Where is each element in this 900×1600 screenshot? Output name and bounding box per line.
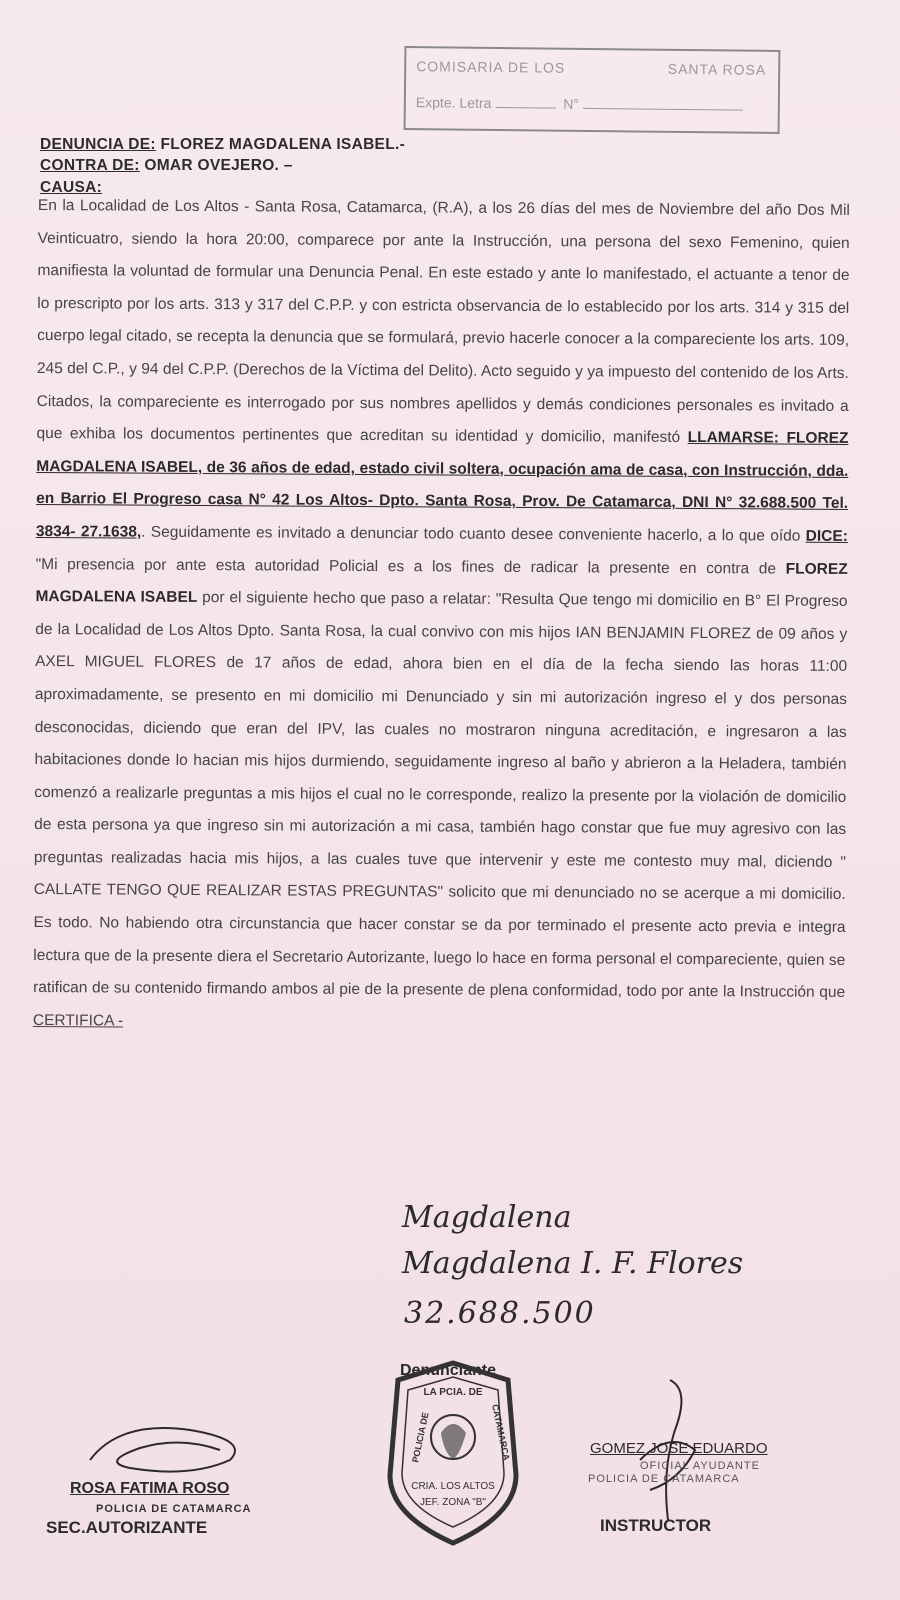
denunciante-dni-handwritten: 32.688.500 <box>404 1296 596 1331</box>
instructor-role: INSTRUCTOR <box>600 1516 712 1535</box>
contra-de-value: OMAR OVEJERO. – <box>144 157 293 174</box>
instructor-rank: OFICIAL AYUDANTE <box>640 1460 760 1472</box>
contra-de-label: CONTRA DE: <box>40 157 140 174</box>
seal-right-text: CATAMARCA <box>490 1403 512 1462</box>
certifica-text: CERTIFICA - <box>32 1011 124 1030</box>
causa-label: CAUSA: <box>40 179 103 196</box>
body-paragraph <box>33 190 850 1042</box>
denuncia-de-label: DENUNCIA DE: <box>40 136 156 153</box>
denunciante-signature-2: Magdalena I. F. Flores <box>402 1246 744 1281</box>
denuncia-de-value: FLOREZ MAGDALENA ISABEL.- <box>160 136 406 153</box>
secretario-name: ROSA FATIMA ROSO <box>70 1480 230 1497</box>
denunciante-name-inline: FLOREZ MAGDALENA ISABEL <box>35 560 848 607</box>
seal-bottom-text-1: CRIA. LOS ALTOS <box>411 1481 495 1492</box>
stamp-santa-rosa-text: SANTA ROSA <box>667 60 767 78</box>
denunciante-signature-1: Magdalena <box>402 1200 572 1235</box>
police-seal-icon <box>378 1355 528 1550</box>
body-dice-text-a: "Mi presencia por ante esta autoridad Policial es a los fines de radicar la presente en contra de <box>35 555 786 578</box>
dice-label: DICE: <box>805 527 848 545</box>
seal-bottom-text-2: JEF. ZONA "B" <box>419 1497 487 1508</box>
body-after-llamarse: . Seguidamente es invitado a denunciar todo cuanto desee conveniente hacerlo, a lo que oído <box>141 523 801 545</box>
seal-left-text: POLICIA DE <box>410 1411 431 1464</box>
llamarse-data: LLAMARSE: FLOREZ MAGDALENA ISABEL, de 36 años de edad, estado civil soltera, ocupación ama de casa, con Instrucción, dda. en Barrio El Progreso casa N° 42 Los Altos- Dpto. Santa Rosa, Prov. De Catamarca, DNI N° 32.688.500 Tel. 3834- 27.1638, <box>35 429 849 541</box>
instructor-policia-text: POLICIA DE CATAMARCA <box>588 1473 740 1485</box>
stamp-comisaria-text: COMISARIA DE LOS <box>416 58 566 76</box>
denunciante-label: Denunciante <box>400 1362 497 1379</box>
secretario-policia-text: POLICIA DE CATAMARCA <box>96 1503 252 1515</box>
seal-top-text: LA PCIA. DE <box>423 1387 483 1398</box>
denuncia-body <box>33 190 850 1042</box>
secretario-role: SEC.AUTORIZANTE <box>46 1518 208 1537</box>
comisaria-stamp-box <box>404 46 781 134</box>
instructor-name: GOMEZ JOSE EDUARDO <box>590 1440 768 1457</box>
stamp-n-label: N° <box>563 95 580 112</box>
contra-de-line <box>40 157 293 175</box>
secretario-signature-icon <box>80 1410 260 1480</box>
stamp-expte-label: Expte. Letra <box>415 94 492 111</box>
denuncia-de-line <box>40 136 405 154</box>
body-dice-text-b: por el siguiente hecho que paso a relatar: "Resulta Que tengo mi domicilio en B° El Progreso de la Localidad de Los Altos Dpto. Santa Rosa, la cual convivo con mis hijos IAN BENJAMIN FLOREZ de 09 años y AXEL MIGUEL FLORES de 17 años de edad, ahora bien en el día de la fecha siendo las horas 11:00 aproximadamente, se presento en mi domicilio mi Denunciado y sin mi autorización ingreso el y dos personas desconocidas, diciendo que eran del IPV, las cuales no mostraron ninguna acreditación, e ingresaron a las habitaciones donde lo hacian mis hijos durmiendo, seguidamente ingreso al baño y abrieron a la Heladera, también comenzó a realizarle preguntas a mis hijos el cual no le corresponde, realizo la presente por la violación de domicilio de esta persona ya que ingreso sin mi autorización a mi casa, también hago constar que fue muy agresivo con las preguntas realizadas hacia mis hijos, a las cuales tuve que intervenir y este me contesto muy mal, diciendo " CALLATE TENGO QUE REALIZAR ESTAS PREGUNTAS" solicito que mi denunciado no se acerque a mi domicilio. Es todo. No habiendo otra circunstancia que hacer constar se da por terminado el presente acto previa e integra lectura que de la presente diera el Secretario Autorizante, luego lo hace en forma personal el compareciente, quien se ratifican de su contenido firmando ambos al pie de la presente de plena conformidad, todo por ante la Instrucción que <box>33 589 848 1002</box>
body-intro-text: En la Localidad de Los Altos - Santa Rosa, Catamarca, (R.A), a los 26 días del mes de Noviembre del año Dos Mil Veinticuatro, siendo la hora 20:00, comparece por ante la Instrucción, una persona del sexo Femenino, quien manifiesta la voluntad de formular una Denuncia Penal. En este estado y ante lo manifestado, el actuante a tenor de lo prescripto por los arts. 313 y 317 del C.P.P. y con estricta observancia de lo establecido por los arts. 314 y 315 del cuerpo legal citado, se recepta la denuncia que se formulará, previo hacerle conocer a la compareciente los arts. 109, 245 del C.P., y 94 del C.P.P. (Derechos de la Víctima del Delito). Acto seguido y ya impuesto del contenido de los Arts. Citados, la compareciente es interrogado por sus nombres apellidos y demás condiciones personales es invitado a que exhiba los documentos pertinentes que acreditan su identidad y domicilio, manifestó <box>36 196 850 447</box>
